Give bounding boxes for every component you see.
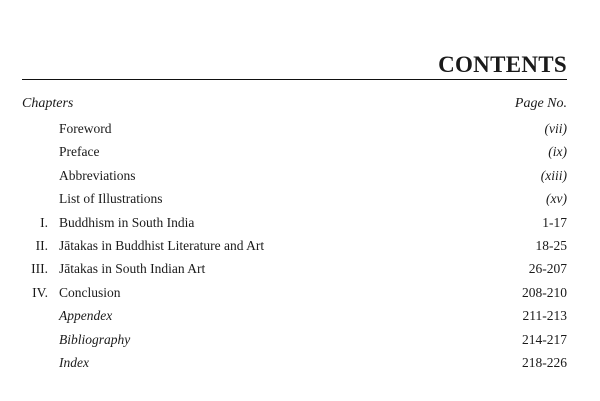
entry-title: Bibliography xyxy=(59,331,131,347)
page-number-column-header: Page No. xyxy=(514,96,567,111)
toc-entry-chapter-2 xyxy=(0,236,600,256)
toc-entry-chapter-1 xyxy=(0,213,600,233)
entry-page-range: 26-207 xyxy=(528,261,567,277)
entry-page-range: (vii) xyxy=(544,121,567,136)
chapters-column-header: Chapters xyxy=(22,96,74,111)
entry-page-range: (ix) xyxy=(548,144,567,160)
entry-title: Jātakas in Buddhist Literature and Art xyxy=(59,238,265,253)
toc-entry-abbreviations xyxy=(0,166,600,186)
toc-entry-chapter-3 xyxy=(0,259,600,279)
toc-entry-foreword xyxy=(0,119,600,139)
entry-page-range: (xiii) xyxy=(540,167,567,183)
entry-title: Foreword xyxy=(59,121,112,136)
toc-entry-chapter-4 xyxy=(0,283,600,303)
entry-title: Jātakas in South Indian Art xyxy=(59,261,206,277)
entry-title: Preface xyxy=(59,144,100,160)
entry-title: Conclusion xyxy=(59,284,121,300)
entry-page-range: 214-217 xyxy=(522,331,567,347)
chapter-number: I. xyxy=(40,214,48,230)
entry-page-range: 18-25 xyxy=(535,238,567,253)
entry-title: List of Illustrations xyxy=(59,191,163,207)
entry-title: Index xyxy=(59,355,89,370)
page-title: CONTENTS xyxy=(438,52,567,77)
entry-page-range: 208-210 xyxy=(522,284,567,300)
entry-page-range: (xv) xyxy=(546,191,567,207)
toc-entry-bibliography xyxy=(0,330,600,350)
chapter-number: IV. xyxy=(32,284,48,300)
entry-title: Appendex xyxy=(59,308,113,324)
toc-entry-index xyxy=(0,353,600,373)
entry-page-range: 211-213 xyxy=(522,308,567,324)
chapter-number: II. xyxy=(35,238,48,253)
toc-entry-appendex xyxy=(0,306,600,326)
entry-title: Abbreviations xyxy=(59,167,136,183)
entry-page-range: 1-17 xyxy=(542,214,567,230)
entry-title: Buddhism in South India xyxy=(59,214,195,230)
toc-entry-preface xyxy=(0,142,600,162)
chapter-number: III. xyxy=(31,261,48,277)
entry-page-range: 218-226 xyxy=(522,355,567,370)
toc-entry-list-of-illustrations xyxy=(0,189,600,209)
